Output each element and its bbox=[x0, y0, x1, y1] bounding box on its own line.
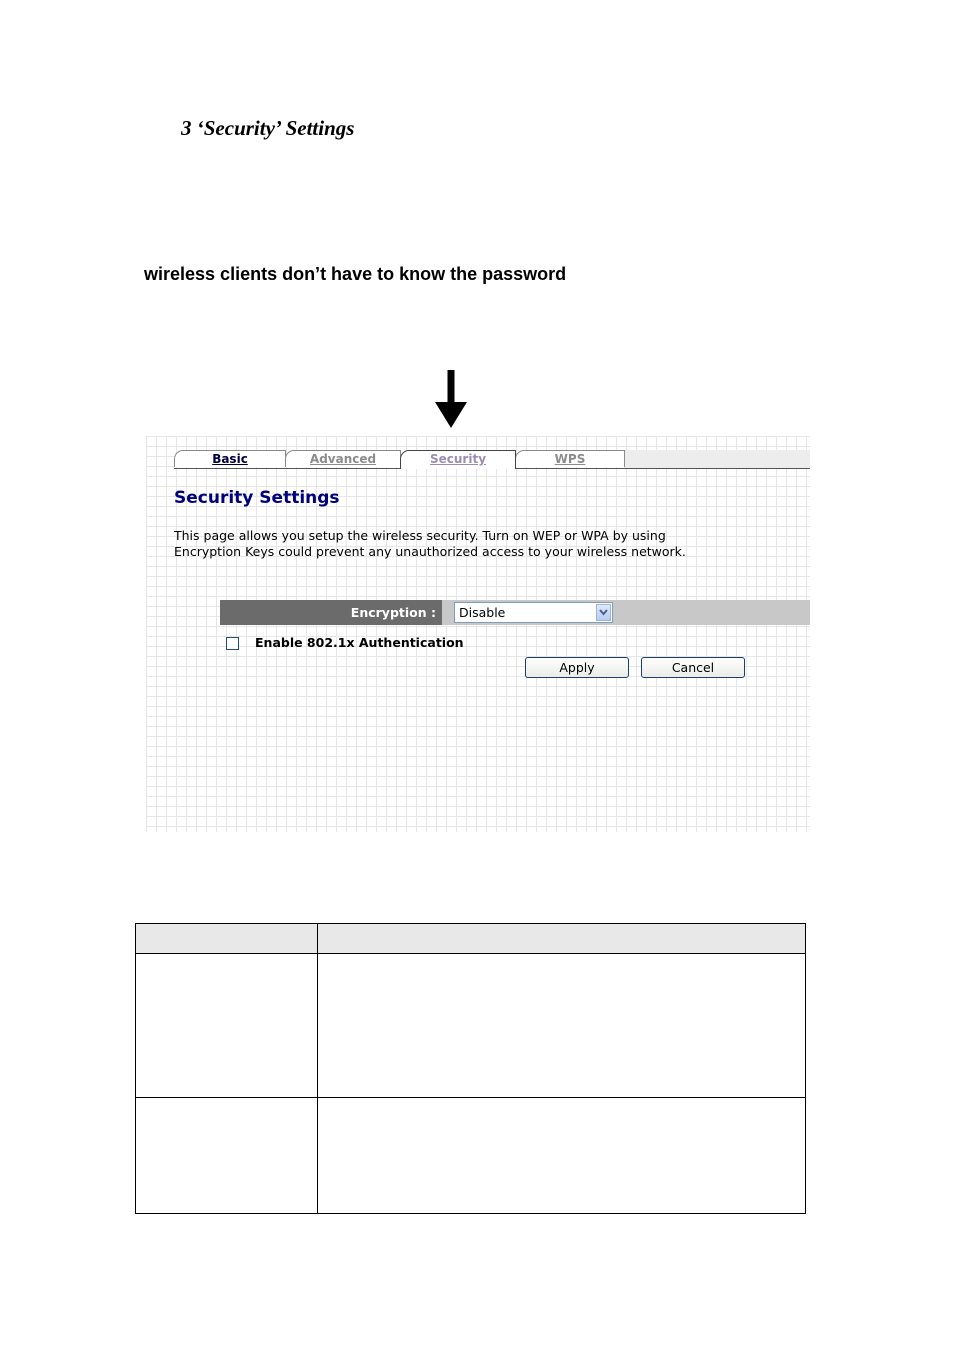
page-description: This page allows you setup the wireless security. Turn on WEP or WPA by using Encryption Keys could prevent any unauthorized access to your wireless network. bbox=[174, 528, 686, 559]
intro-text: wireless clients don’t have to know the password bbox=[144, 264, 567, 284]
cancel-button[interactable]: Cancel bbox=[641, 657, 745, 678]
tab-wps[interactable]: WPS bbox=[515, 450, 625, 467]
page-title: Security Settings bbox=[174, 488, 340, 508]
tab-bar bbox=[174, 450, 810, 469]
chevron-down-icon[interactable] bbox=[596, 604, 611, 621]
tab-basic[interactable]: Basic bbox=[174, 450, 286, 467]
encryption-select-value: Disable bbox=[459, 605, 506, 620]
table-cell bbox=[136, 954, 318, 1098]
enable-8021x-label: Enable 802.1x Authentication bbox=[255, 635, 464, 650]
security-settings-screenshot bbox=[146, 436, 810, 832]
table-row bbox=[136, 954, 806, 1098]
tab-security[interactable]: Security bbox=[400, 450, 516, 469]
encryption-label: Encryption : bbox=[220, 600, 442, 625]
table-header-row bbox=[136, 924, 806, 954]
section-title: 3 ‘Security’ Settings bbox=[181, 116, 355, 140]
parameter-table bbox=[135, 923, 806, 1214]
table-row bbox=[136, 1098, 806, 1214]
table-header-cell bbox=[136, 924, 318, 954]
tab-bar-fill bbox=[624, 450, 810, 468]
table-cell bbox=[136, 1098, 318, 1214]
encryption-row bbox=[220, 600, 810, 625]
enable-8021x-checkbox[interactable] bbox=[226, 637, 239, 650]
table-cell bbox=[318, 954, 806, 1098]
table-cell bbox=[318, 1098, 806, 1214]
table-header-cell bbox=[318, 924, 806, 954]
encryption-select[interactable] bbox=[454, 602, 613, 623]
apply-button[interactable]: Apply bbox=[525, 657, 629, 678]
tab-advanced[interactable]: Advanced bbox=[285, 450, 401, 467]
down-arrow-icon bbox=[435, 370, 467, 428]
